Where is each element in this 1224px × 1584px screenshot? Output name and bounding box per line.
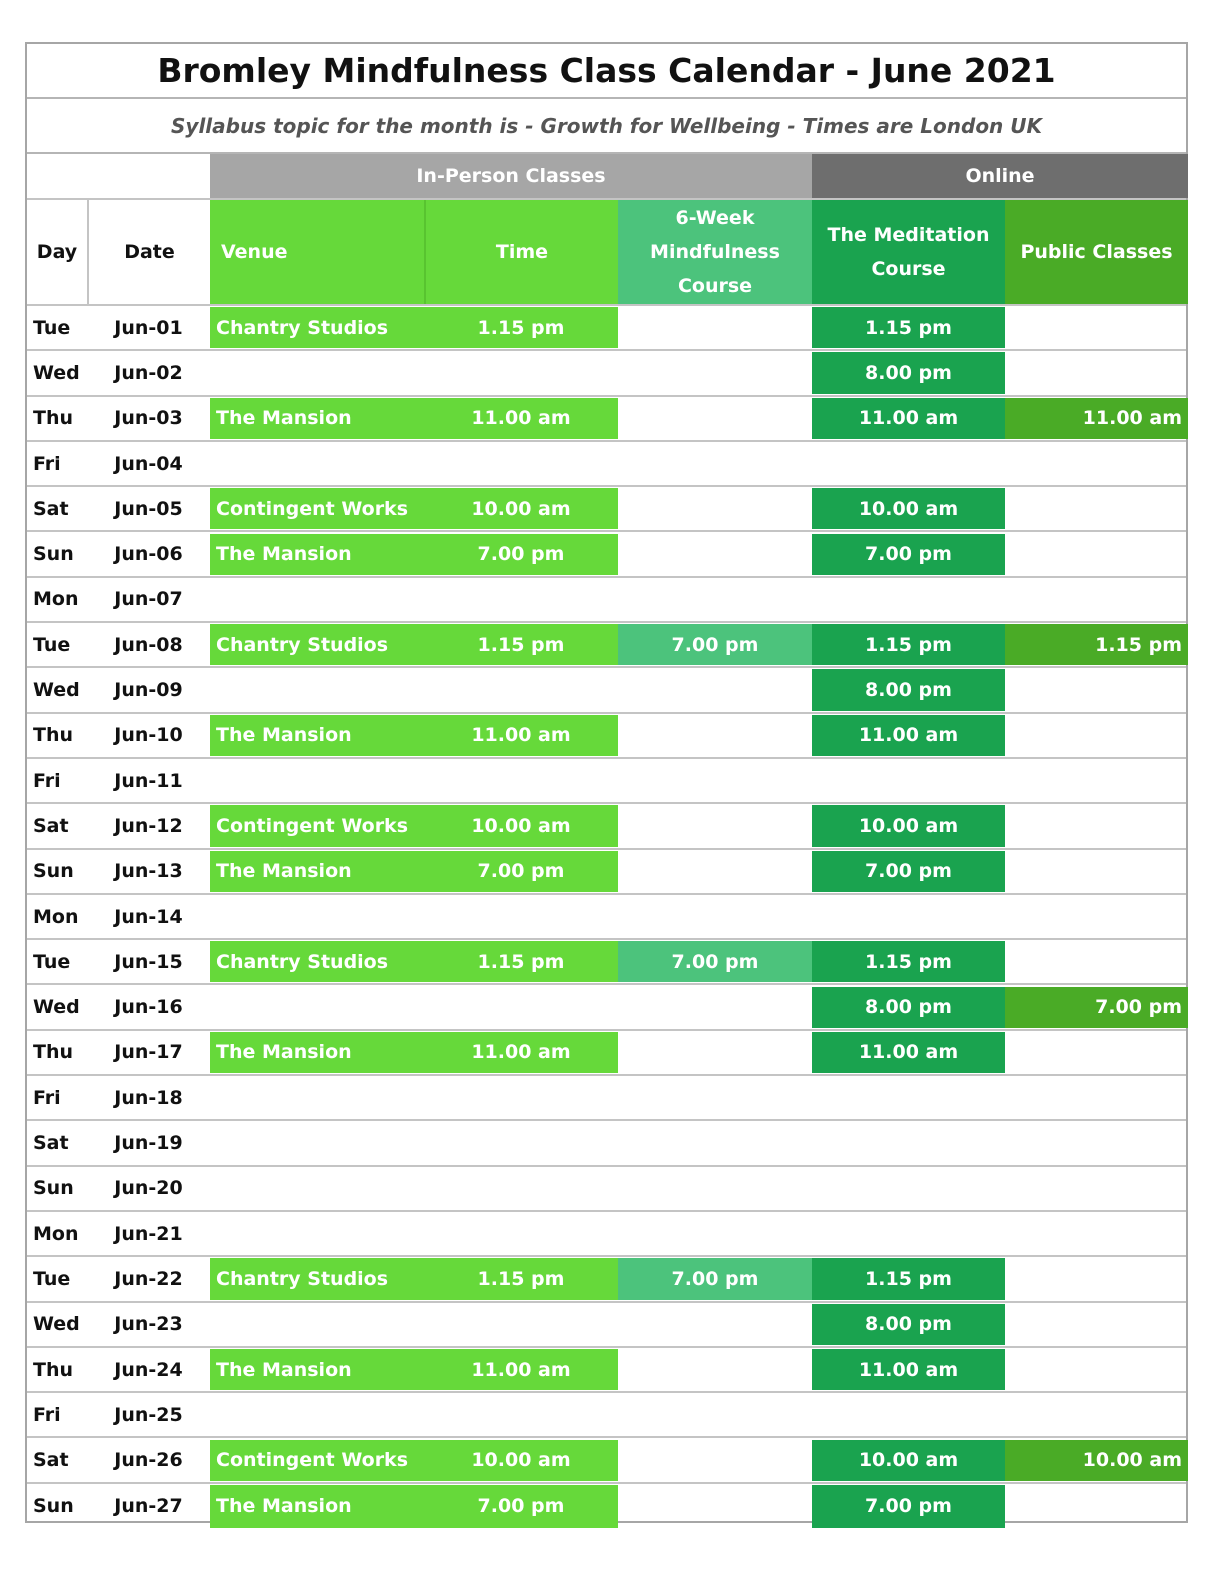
table-row (27, 487, 1186, 532)
venue-cell: The Mansion (210, 851, 424, 892)
column-header-row (27, 200, 1186, 306)
public-time-cell (1005, 668, 1188, 711)
date-cell: Jun-27 (114, 1495, 183, 1518)
date-cell: Jun-23 (114, 1313, 183, 1336)
public-column-header: Public Classes (1005, 200, 1188, 304)
day-cell: Sat (33, 814, 69, 837)
date-cell: Jun-21 (114, 1222, 183, 1245)
meditation-time-cell: 11.00 am (812, 1032, 1005, 1073)
day-cell: Thu (33, 1041, 74, 1064)
time-cell: 11.00 am (424, 1032, 618, 1073)
table-row (27, 442, 1186, 487)
table-row (27, 1303, 1186, 1348)
day-cell: Mon (33, 1222, 79, 1245)
meditation-time-cell: 11.00 am (812, 1349, 1005, 1390)
public-time-cell: 10.00 am (1005, 1440, 1188, 1481)
day-cell: Thu (33, 407, 74, 430)
date-cell: Jun-02 (114, 361, 183, 384)
meditation-time-cell: 7.00 pm (812, 534, 1005, 575)
day-cell: Fri (33, 452, 61, 475)
day-cell: Thu (33, 1358, 74, 1381)
time-cell: 1.15 pm (424, 624, 618, 665)
time-cell (424, 895, 618, 938)
course-time-cell (618, 759, 812, 802)
public-time-cell (1005, 442, 1188, 485)
public-time-cell (1005, 714, 1188, 757)
time-cell (424, 1303, 618, 1346)
public-time-cell: 1.15 pm (1005, 624, 1188, 665)
course-column-header: 6-Week Mindfulness Course (618, 200, 812, 304)
date-cell: Jun-13 (114, 860, 183, 883)
date-cell: Jun-10 (114, 724, 183, 747)
course-time-cell (618, 1076, 812, 1119)
date-cell: Jun-19 (114, 1132, 183, 1155)
venue-cell (210, 668, 424, 711)
venue-cell: Contingent Works (210, 805, 424, 846)
date-cell: Jun-20 (114, 1177, 183, 1200)
time-cell (424, 759, 618, 802)
day-column-header: Day (36, 241, 78, 263)
venue-cell (210, 1393, 424, 1436)
venue-cell: Contingent Works (210, 488, 424, 529)
course-time-cell (618, 1348, 812, 1391)
venue-cell: The Mansion (210, 534, 424, 575)
table-row (27, 714, 1186, 759)
venue-cell (210, 1167, 424, 1210)
meditation-time-cell: 1.15 pm (812, 941, 1005, 982)
course-time-cell (618, 351, 812, 394)
meditation-time-cell (812, 1121, 1005, 1164)
day-cell: Tue (33, 950, 71, 973)
date-cell: Jun-16 (114, 996, 183, 1019)
meditation-time-cell (812, 1076, 1005, 1119)
table-row (27, 986, 1186, 1031)
time-cell (424, 1167, 618, 1210)
table-row (27, 804, 1186, 849)
time-cell: 10.00 am (424, 488, 618, 529)
date-cell: Jun-03 (114, 407, 183, 430)
class-calendar (25, 42, 1188, 1523)
meditation-time-cell: 7.00 pm (812, 1485, 1005, 1528)
date-cell: Jun-12 (114, 814, 183, 837)
table-row (27, 1348, 1186, 1393)
table-row (27, 533, 1186, 578)
course-time-cell (618, 1393, 812, 1436)
time-cell: 7.00 pm (424, 851, 618, 892)
course-time-cell: 7.00 pm (618, 624, 812, 665)
day-cell: Sun (33, 860, 74, 883)
venue-cell: The Mansion (210, 1485, 424, 1528)
venue-cell (210, 578, 424, 621)
public-time-cell (1005, 1212, 1188, 1255)
day-cell: Wed (33, 996, 80, 1019)
public-time-cell (1005, 1348, 1188, 1391)
venue-cell: The Mansion (210, 715, 424, 756)
public-time-cell (1005, 759, 1188, 802)
group-header-row (27, 154, 1186, 200)
public-time-cell: 7.00 pm (1005, 987, 1188, 1028)
day-cell: Sat (33, 497, 69, 520)
time-cell (424, 1393, 618, 1436)
course-time-cell (618, 1121, 812, 1164)
venue-cell (210, 1121, 424, 1164)
venue-cell (210, 1303, 424, 1346)
table-row (27, 1439, 1186, 1484)
public-time-cell (1005, 1393, 1188, 1436)
course-time-cell: 7.00 pm (618, 941, 812, 982)
day-cell: Sun (33, 1495, 74, 1518)
date-cell: Jun-14 (114, 905, 183, 928)
course-time-cell (618, 1303, 812, 1346)
time-cell: 10.00 am (424, 1440, 618, 1481)
date-cell: Jun-17 (114, 1041, 183, 1064)
course-time-cell (618, 986, 812, 1029)
meditation-time-cell: 8.00 pm (812, 1304, 1005, 1345)
table-row (27, 940, 1186, 985)
public-time-cell (1005, 1484, 1188, 1529)
course-time-cell (618, 487, 812, 530)
meditation-time-cell (812, 759, 1005, 802)
date-cell: Jun-05 (114, 497, 183, 520)
table-row (27, 759, 1186, 804)
meditation-time-cell (812, 442, 1005, 485)
meditation-time-cell: 8.00 pm (812, 987, 1005, 1028)
public-time-cell (1005, 1076, 1188, 1119)
date-cell: Jun-06 (114, 543, 183, 566)
venue-cell: Contingent Works (210, 1440, 424, 1481)
table-row (27, 895, 1186, 940)
day-cell: Fri (33, 769, 61, 792)
public-time-cell (1005, 487, 1188, 530)
day-cell: Thu (33, 724, 74, 747)
public-time-cell (1005, 850, 1188, 893)
venue-cell (210, 442, 424, 485)
public-time-cell (1005, 940, 1188, 983)
table-row (27, 397, 1186, 442)
page-subtitle: Syllabus topic for the month is - Growth for Wellbeing - Times are London UK (27, 99, 1186, 154)
meditation-time-cell: 10.00 am (812, 1440, 1005, 1481)
meditation-time-cell: 7.00 pm (812, 851, 1005, 892)
time-cell: 7.00 pm (424, 1485, 618, 1528)
public-time-cell (1005, 1167, 1188, 1210)
day-cell: Tue (33, 1267, 71, 1290)
table-row (27, 850, 1186, 895)
date-cell: Jun-01 (114, 316, 183, 339)
date-cell: Jun-25 (114, 1403, 183, 1426)
meditation-time-cell: 1.15 pm (812, 307, 1005, 348)
venue-cell (210, 1076, 424, 1119)
table-row (27, 1121, 1186, 1166)
course-time-cell (618, 397, 812, 440)
date-cell: Jun-24 (114, 1358, 183, 1381)
venue-cell (210, 1212, 424, 1255)
venue-cell: Chantry Studios (210, 307, 424, 348)
table-row (27, 578, 1186, 623)
date-column-header: Date (87, 200, 210, 304)
time-cell (424, 1121, 618, 1164)
course-time-cell (618, 1167, 812, 1210)
meditation-time-cell: 1.15 pm (812, 624, 1005, 665)
meditation-time-cell (812, 578, 1005, 621)
time-cell (424, 351, 618, 394)
meditation-time-cell (812, 1393, 1005, 1436)
course-time-cell (618, 1212, 812, 1255)
venue-cell: The Mansion (210, 1032, 424, 1073)
table-row (27, 623, 1186, 668)
day-cell: Sat (33, 1132, 69, 1155)
day-cell: Tue (33, 633, 71, 656)
time-cell: 1.15 pm (424, 1258, 618, 1299)
time-cell (424, 1212, 618, 1255)
table-row (27, 1031, 1186, 1076)
public-time-cell (1005, 1121, 1188, 1164)
course-time-cell (618, 850, 812, 893)
course-time-cell (618, 1031, 812, 1074)
venue-column-header: Venue (210, 200, 424, 304)
meditation-column-header: The Meditation Course (812, 200, 1005, 304)
date-cell: Jun-15 (114, 950, 183, 973)
course-time-cell (618, 533, 812, 576)
time-cell: 10.00 am (424, 805, 618, 846)
in-person-group-header: In-Person Classes (210, 154, 812, 198)
time-column-header: Time (424, 200, 618, 304)
day-cell: Wed (33, 1313, 80, 1336)
course-time-cell (618, 1484, 812, 1529)
table-row (27, 1212, 1186, 1257)
venue-cell (210, 986, 424, 1029)
meditation-time-cell: 11.00 am (812, 715, 1005, 756)
date-cell: Jun-11 (114, 769, 183, 792)
table-row (27, 1076, 1186, 1121)
date-cell: Jun-04 (114, 452, 183, 475)
meditation-time-cell (812, 1167, 1005, 1210)
time-cell: 1.15 pm (424, 307, 618, 348)
day-cell: Mon (33, 588, 79, 611)
public-time-cell (1005, 1257, 1188, 1300)
day-cell: Tue (33, 316, 71, 339)
date-cell: Jun-09 (114, 679, 183, 702)
course-time-cell (618, 306, 812, 349)
public-time-cell (1005, 1031, 1188, 1074)
day-cell: Sat (33, 1449, 69, 1472)
meditation-time-cell: 10.00 am (812, 805, 1005, 846)
date-cell: Jun-26 (114, 1449, 183, 1472)
meditation-time-cell (812, 1212, 1005, 1255)
day-cell: Fri (33, 1403, 61, 1426)
time-cell (424, 986, 618, 1029)
time-cell (424, 1076, 618, 1119)
course-time-cell (618, 804, 812, 847)
date-cell: Jun-18 (114, 1086, 183, 1109)
public-time-cell (1005, 804, 1188, 847)
public-time-cell (1005, 306, 1188, 349)
meditation-time-cell (812, 895, 1005, 938)
meditation-time-cell: 11.00 am (812, 398, 1005, 439)
table-row (27, 306, 1186, 351)
venue-cell: Chantry Studios (210, 1258, 424, 1299)
page-title: Bromley Mindfulness Class Calendar - June 2021 (27, 44, 1186, 99)
public-time-cell (1005, 533, 1188, 576)
time-cell: 11.00 am (424, 715, 618, 756)
time-cell: 11.00 am (424, 1349, 618, 1390)
day-cell: Sun (33, 1177, 74, 1200)
table-row (27, 1257, 1186, 1302)
venue-cell (210, 759, 424, 802)
venue-cell: The Mansion (210, 1349, 424, 1390)
table-row (27, 351, 1186, 396)
date-cell: Jun-08 (114, 633, 183, 656)
time-cell (424, 578, 618, 621)
date-cell: Jun-07 (114, 588, 183, 611)
public-time-cell: 11.00 am (1005, 398, 1188, 439)
course-time-cell (618, 442, 812, 485)
public-time-cell (1005, 351, 1188, 394)
date-cell: Jun-22 (114, 1267, 183, 1290)
time-cell: 11.00 am (424, 398, 618, 439)
table-row (27, 668, 1186, 713)
venue-cell: The Mansion (210, 398, 424, 439)
meditation-time-cell: 8.00 pm (812, 352, 1005, 393)
course-time-cell: 7.00 pm (618, 1258, 812, 1299)
venue-cell: Chantry Studios (210, 941, 424, 982)
course-time-cell (618, 578, 812, 621)
day-cell: Wed (33, 361, 80, 384)
time-cell: 1.15 pm (424, 941, 618, 982)
online-group-header: Online (812, 154, 1188, 198)
meditation-time-cell: 8.00 pm (812, 669, 1005, 710)
time-cell (424, 668, 618, 711)
day-cell: Wed (33, 679, 80, 702)
public-time-cell (1005, 578, 1188, 621)
time-cell (424, 442, 618, 485)
meditation-time-cell: 10.00 am (812, 488, 1005, 529)
day-cell: Fri (33, 1086, 61, 1109)
table-row (27, 1393, 1186, 1438)
day-cell: Sun (33, 543, 74, 566)
venue-cell: Chantry Studios (210, 624, 424, 665)
table-row (27, 1484, 1186, 1529)
meditation-time-cell: 1.15 pm (812, 1258, 1005, 1299)
venue-cell (210, 895, 424, 938)
venue-cell (210, 351, 424, 394)
course-time-cell (618, 714, 812, 757)
course-time-cell (618, 895, 812, 938)
public-time-cell (1005, 895, 1188, 938)
time-cell: 7.00 pm (424, 534, 618, 575)
public-time-cell (1005, 1303, 1188, 1346)
day-cell: Mon (33, 905, 79, 928)
course-time-cell (618, 1439, 812, 1482)
course-time-cell (618, 668, 812, 711)
table-row (27, 1167, 1186, 1212)
